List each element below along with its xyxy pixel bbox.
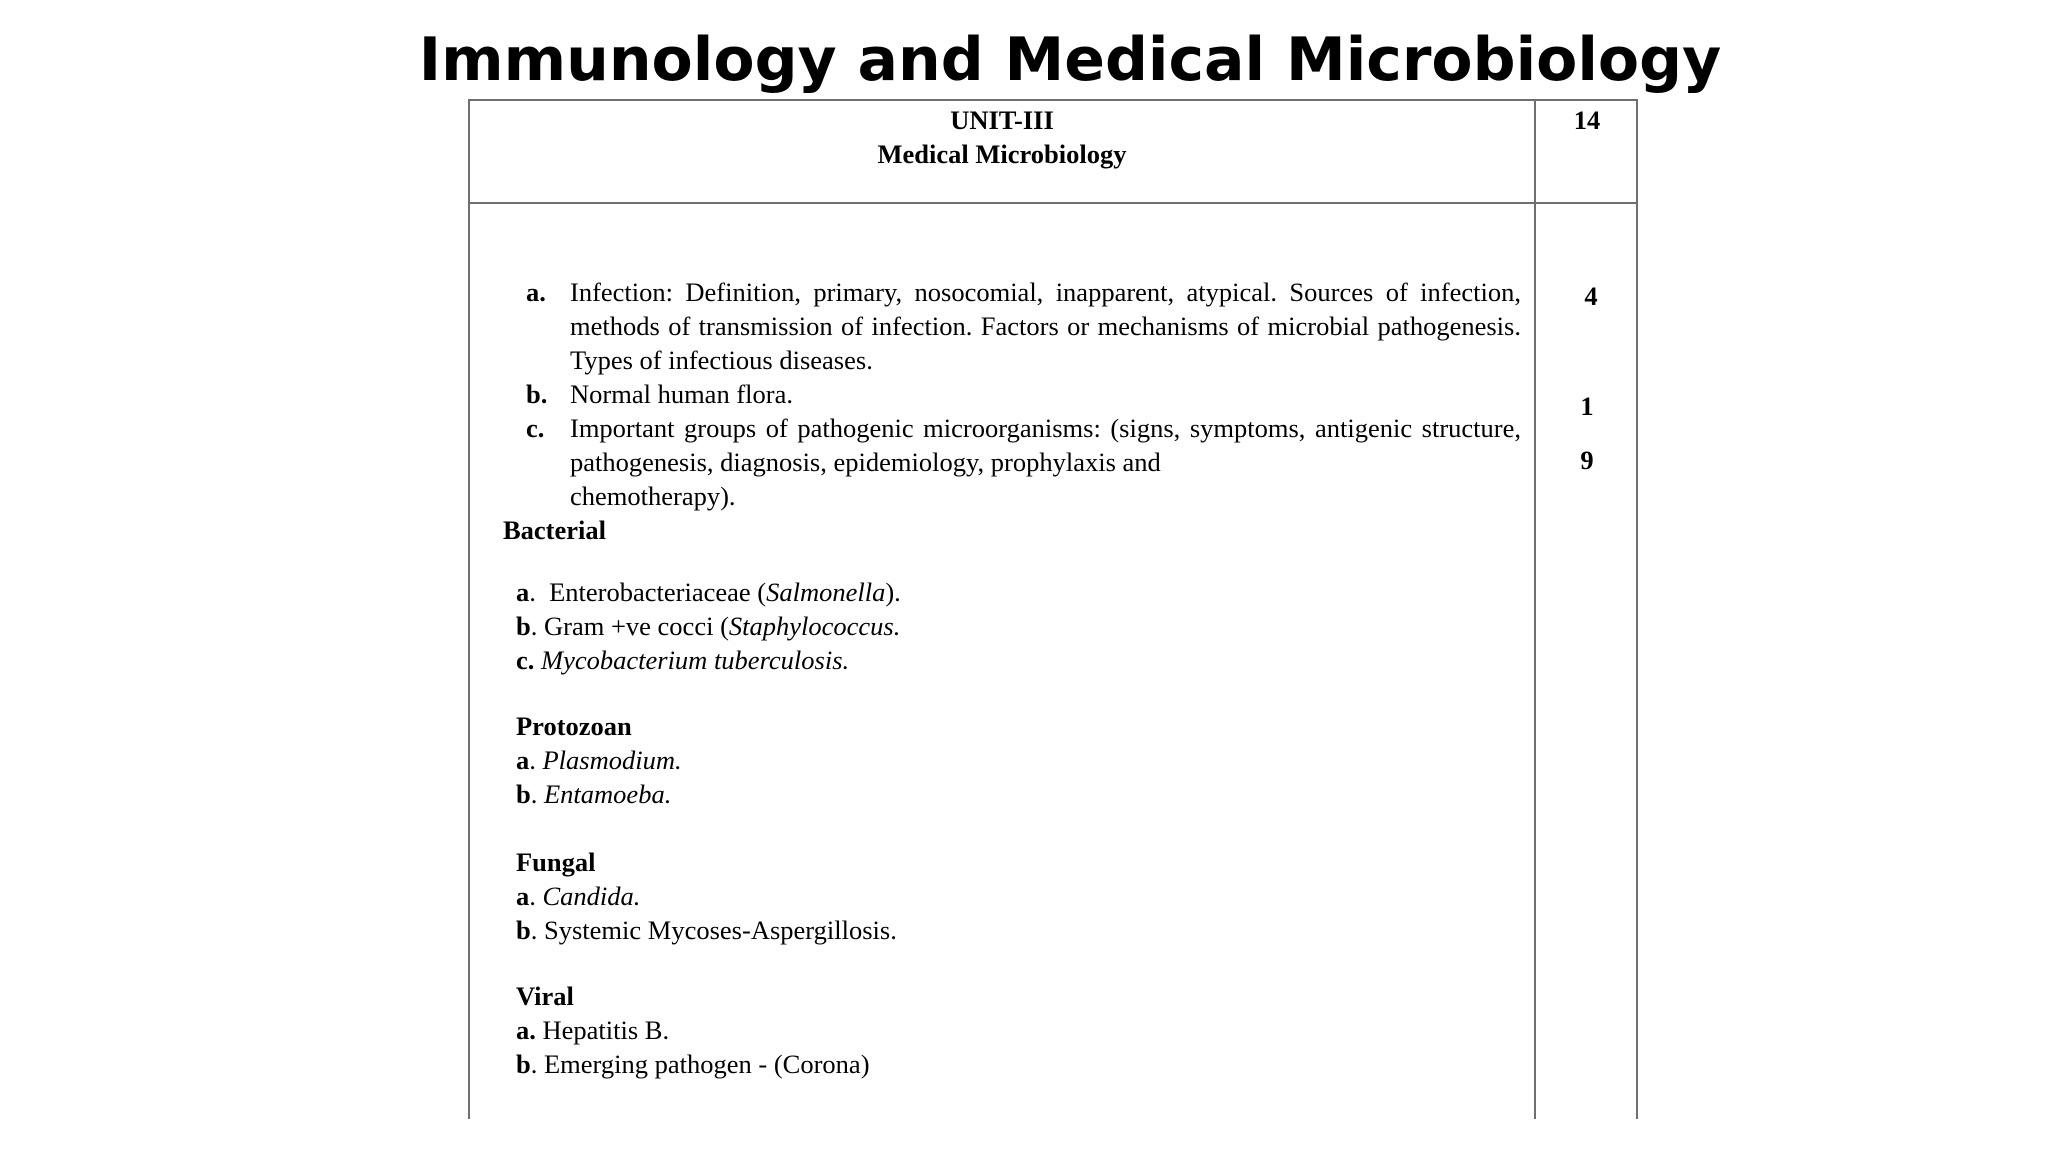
item-text: . bbox=[529, 881, 543, 911]
topic-c-marker: c. bbox=[526, 413, 545, 443]
item-marker: a bbox=[516, 745, 530, 775]
table-column-divider bbox=[1534, 99, 1536, 1119]
topic-a-marker: a. bbox=[526, 277, 546, 307]
item-organism: Staphylococcus. bbox=[728, 611, 901, 641]
fungal-item-a bbox=[516, 879, 640, 913]
item-text: . Gram +ve cocci ( bbox=[530, 611, 729, 641]
item-organism: Plasmodium. bbox=[542, 745, 682, 775]
topic-b-hours: 1 bbox=[1580, 391, 1594, 421]
item-text-end: ). bbox=[885, 577, 901, 607]
item-text: Hepatitis B. bbox=[535, 1015, 670, 1045]
item-text: . bbox=[529, 745, 543, 775]
viral-item-b bbox=[516, 1047, 870, 1081]
unit-label: UNIT-III bbox=[950, 105, 1054, 135]
table-border-left bbox=[468, 99, 470, 1119]
bacterial-item-c bbox=[516, 643, 849, 677]
table-border-right bbox=[1636, 99, 1638, 1119]
item-marker: a bbox=[516, 881, 530, 911]
topic-b-marker: b. bbox=[526, 379, 548, 409]
unit-title: Medical Microbiology bbox=[877, 139, 1127, 169]
item-text: . Enterobacteriaceae ( bbox=[529, 577, 767, 607]
table-border-top bbox=[468, 99, 1638, 101]
item-text: . Emerging pathogen - (Corona) bbox=[530, 1049, 870, 1079]
fungal-item-b bbox=[516, 913, 897, 947]
bacterial-heading: Bacterial bbox=[503, 515, 607, 545]
item-marker: b bbox=[516, 1049, 531, 1079]
unit-header bbox=[470, 103, 1534, 171]
syllabus-document bbox=[468, 99, 1638, 1119]
unit-hours: 14 bbox=[1573, 105, 1601, 135]
viral-heading: Viral bbox=[516, 981, 574, 1011]
bacterial-item-a bbox=[516, 575, 901, 609]
protozoan-item-b bbox=[516, 777, 671, 811]
item-text: . bbox=[530, 779, 544, 809]
protozoan-heading: Protozoan bbox=[516, 711, 632, 741]
topic-b-text: Normal human flora. bbox=[570, 379, 793, 409]
topic-a-text: Infection: Definition, primary, nosocomial, inapparent, atypical. Sources of infection, methods of transmission of infection. Factors or mechanisms of microbial pathogenesis. Types of infectious diseases. bbox=[570, 277, 1521, 375]
item-marker: a bbox=[516, 577, 530, 607]
protozoan-item-a bbox=[516, 743, 682, 777]
item-organism: Entamoeba. bbox=[544, 779, 672, 809]
item-organism: Salmonella bbox=[766, 577, 886, 607]
viral-item-a bbox=[516, 1013, 669, 1047]
bacterial-item-b bbox=[516, 609, 900, 643]
item-text: . Systemic Mycoses-Aspergillosis. bbox=[530, 915, 897, 945]
item-marker: b bbox=[516, 915, 531, 945]
topic-c-text-continued: chemotherapy). bbox=[570, 481, 736, 511]
item-marker: b bbox=[516, 779, 531, 809]
slide-title: Immunology and Medical Microbiology bbox=[418, 25, 1722, 95]
item-marker: b bbox=[516, 611, 531, 641]
topic-a-hours: 4 bbox=[1584, 281, 1598, 311]
topic-c-hours: 9 bbox=[1580, 445, 1594, 475]
item-organism: Candida. bbox=[542, 881, 641, 911]
fungal-heading: Fungal bbox=[516, 847, 596, 877]
topic-c-text: Important groups of pathogenic microorganisms: (signs, symptoms, antigenic structure, pathogenesis, diagnosis, epidemiology, prophylaxis and bbox=[570, 413, 1521, 477]
item-marker: a. bbox=[516, 1015, 536, 1045]
table-header-divider bbox=[468, 202, 1638, 204]
item-marker: c. bbox=[516, 645, 535, 675]
item-organism: Mycobacterium tuberculosis. bbox=[541, 645, 850, 675]
